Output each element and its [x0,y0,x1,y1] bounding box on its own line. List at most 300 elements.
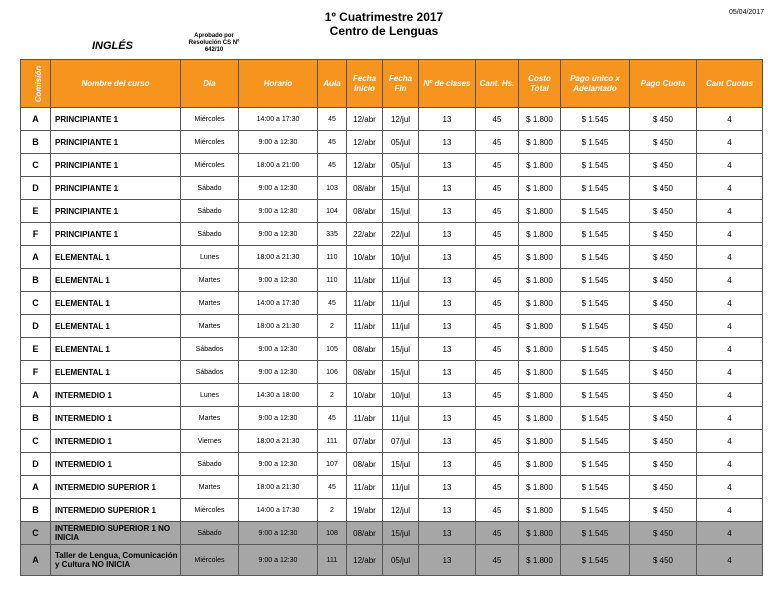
installment-cell: $ 450 [630,269,697,292]
total-cost-cell: $ 1.800 [519,315,561,338]
language-heading: INGLÉS [92,40,133,52]
comision-cell: A [21,384,51,407]
day-cell: Miércoles [181,499,239,522]
room-cell: 104 [318,200,347,223]
course-name-cell: PRINCIPIANTE 1 [51,223,181,246]
table-row [21,154,763,177]
class-count-cell: 13 [419,131,476,154]
table-row [21,384,763,407]
hours-cell: 45 [476,315,519,338]
course-name-cell: ELEMENTAL 1 [51,292,181,315]
end-date-cell: 05/jul [383,545,419,576]
installment-cell: $ 450 [630,499,697,522]
column-header-room: Aula [318,60,347,108]
column-header-total-cost: Costo Total [519,60,561,108]
installment-count-cell: 4 [697,430,763,453]
table-row [21,476,763,499]
room-cell: 45 [318,154,347,177]
comision-cell: E [21,200,51,223]
start-date-cell: 12/abr [347,131,383,154]
column-header-comision [21,60,51,108]
class-count-cell: 13 [419,246,476,269]
start-date-cell: 08/abr [347,177,383,200]
hours-cell: 45 [476,430,519,453]
day-cell: Martes [181,315,239,338]
end-date-cell: 10/jul [383,384,419,407]
start-date-cell: 11/abr [347,407,383,430]
total-cost-cell: $ 1.800 [519,338,561,361]
class-count-cell: 13 [419,177,476,200]
installment-cell: $ 450 [630,223,697,246]
installment-cell: $ 450 [630,292,697,315]
day-cell: Martes [181,269,239,292]
day-cell: Miércoles [181,108,239,131]
start-date-cell: 08/abr [347,361,383,384]
installment-count-cell: 4 [697,384,763,407]
schedule-cell: 18:00 a 21:30 [239,430,318,453]
room-cell: 108 [318,522,347,545]
table-row [21,131,763,154]
comision-cell: F [21,361,51,384]
total-cost-cell: $ 1.800 [519,177,561,200]
end-date-cell: 15/jul [383,338,419,361]
room-cell: 45 [318,131,347,154]
day-cell: Sábado [181,177,239,200]
end-date-cell: 11/jul [383,476,419,499]
installment-count-cell: 4 [697,315,763,338]
installment-count-cell: 4 [697,292,763,315]
single-payment-cell: $ 1.545 [561,545,630,576]
total-cost-cell: $ 1.800 [519,361,561,384]
course-name-cell: INTERMEDIO SUPERIOR 1 NO INICIA [51,522,181,545]
day-cell: Miércoles [181,131,239,154]
single-payment-cell: $ 1.545 [561,269,630,292]
course-name-cell: ELEMENTAL 1 [51,361,181,384]
class-count-cell: 13 [419,384,476,407]
hours-cell: 45 [476,223,519,246]
schedule-cell: 18:00 a 21:30 [239,476,318,499]
class-count-cell: 13 [419,269,476,292]
hours-cell: 45 [476,108,519,131]
table-row [21,545,763,576]
installment-cell: $ 450 [630,476,697,499]
installment-cell: $ 450 [630,338,697,361]
total-cost-cell: $ 1.800 [519,108,561,131]
end-date-cell: 07/jul [383,430,419,453]
room-cell: 111 [318,430,347,453]
installment-cell: $ 450 [630,131,697,154]
hours-cell: 45 [476,522,519,545]
start-date-cell: 11/abr [347,315,383,338]
start-date-cell: 12/abr [347,108,383,131]
installment-count-cell: 4 [697,108,763,131]
column-header-end-date: Fecha Fin [383,60,419,108]
column-header-course: Nombre del curso [51,60,181,108]
hours-cell: 45 [476,361,519,384]
end-date-cell: 11/jul [383,269,419,292]
day-cell: Martes [181,407,239,430]
end-date-cell: 15/jul [383,361,419,384]
room-cell: 105 [318,338,347,361]
column-header-label: Comisión [34,65,44,102]
single-payment-cell: $ 1.545 [561,292,630,315]
single-payment-cell: $ 1.545 [561,246,630,269]
class-count-cell: 13 [419,522,476,545]
class-count-cell: 13 [419,545,476,576]
day-cell: Martes [181,476,239,499]
installment-count-cell: 4 [697,154,763,177]
class-count-cell: 13 [419,338,476,361]
day-cell: Miércoles [181,545,239,576]
class-count-cell: 13 [419,361,476,384]
table-row [21,246,763,269]
course-name-cell: INTERMEDIO 1 [51,430,181,453]
start-date-cell: 08/abr [347,453,383,476]
comision-cell: D [21,315,51,338]
installment-count-cell: 4 [697,200,763,223]
start-date-cell: 11/abr [347,292,383,315]
hours-cell: 45 [476,269,519,292]
day-cell: Lunes [181,246,239,269]
total-cost-cell: $ 1.800 [519,407,561,430]
table-row [21,499,763,522]
day-cell: Sábados [181,338,239,361]
end-date-cell: 22/jul [383,223,419,246]
room-cell: 2 [318,315,347,338]
single-payment-cell: $ 1.545 [561,453,630,476]
installment-cell: $ 450 [630,453,697,476]
end-date-cell: 10/jul [383,246,419,269]
schedule-cell: 9:00 a 12:30 [239,223,318,246]
end-date-cell: 11/jul [383,315,419,338]
approval-line: Resolución CS Nº [188,40,240,46]
single-payment-cell: $ 1.545 [561,177,630,200]
course-schedule-table [20,59,763,576]
installment-cell: $ 450 [630,545,697,576]
class-count-cell: 13 [419,315,476,338]
course-name-cell: PRINCIPIANTE 1 [51,177,181,200]
room-cell: 107 [318,453,347,476]
installment-count-cell: 4 [697,476,763,499]
start-date-cell: 12/abr [347,154,383,177]
room-cell: 45 [318,292,347,315]
installment-count-cell: 4 [697,522,763,545]
approval-note [176,33,252,54]
single-payment-cell: $ 1.545 [561,200,630,223]
class-count-cell: 13 [419,154,476,177]
day-cell: Martes [181,292,239,315]
room-cell: 45 [318,108,347,131]
course-name-cell: INTERMEDIO SUPERIOR 1 [51,476,181,499]
room-cell: 2 [318,499,347,522]
column-header-installment: Pago Cuota [630,60,697,108]
installment-cell: $ 450 [630,430,697,453]
start-date-cell: 12/abr [347,545,383,576]
column-header-schedule: Horario [239,60,318,108]
total-cost-cell: $ 1.800 [519,476,561,499]
installment-cell: $ 450 [630,315,697,338]
room-cell: 2 [318,384,347,407]
room-cell: 106 [318,361,347,384]
room-cell: 110 [318,269,347,292]
class-count-cell: 13 [419,292,476,315]
start-date-cell: 10/abr [347,384,383,407]
comision-cell: B [21,131,51,154]
hours-cell: 45 [476,177,519,200]
approval-line: 642/10 [204,47,224,53]
installment-count-cell: 4 [697,246,763,269]
installment-cell: $ 450 [630,200,697,223]
start-date-cell: 10/abr [347,246,383,269]
hours-cell: 45 [476,545,519,576]
installment-count-cell: 4 [697,131,763,154]
day-cell: Sábado [181,453,239,476]
start-date-cell: 08/abr [347,338,383,361]
installment-count-cell: 4 [697,338,763,361]
day-cell: Sábado [181,223,239,246]
class-count-cell: 13 [419,200,476,223]
room-cell: 45 [318,476,347,499]
total-cost-cell: $ 1.800 [519,154,561,177]
end-date-cell: 12/jul [383,108,419,131]
end-date-cell: 12/jul [383,499,419,522]
course-name-cell: INTERMEDIO 1 [51,407,181,430]
column-header-hours: Cant. Hs. [476,60,519,108]
comision-cell: E [21,338,51,361]
column-header-class-count: Nº de clases [419,60,476,108]
schedule-cell: 9:00 a 12:30 [239,361,318,384]
start-date-cell: 11/abr [347,476,383,499]
single-payment-cell: $ 1.545 [561,338,630,361]
room-cell: 103 [318,177,347,200]
hours-cell: 45 [476,407,519,430]
room-cell: 45 [318,407,347,430]
day-cell: Sábado [181,200,239,223]
room-cell: 110 [318,246,347,269]
comision-cell: B [21,269,51,292]
page-title: 1º Cuatrimestre 2017 [324,10,444,24]
hours-cell: 45 [476,246,519,269]
installment-count-cell: 4 [697,499,763,522]
class-count-cell: 13 [419,430,476,453]
comision-cell: C [21,430,51,453]
comision-cell: C [21,522,51,545]
schedule-cell: 14:30 a 18:00 [239,384,318,407]
course-name-cell: PRINCIPIANTE 1 [51,154,181,177]
installment-cell: $ 450 [630,108,697,131]
table-row [21,315,763,338]
total-cost-cell: $ 1.800 [519,131,561,154]
schedule-cell: 9:00 a 12:30 [239,453,318,476]
installment-count-cell: 4 [697,223,763,246]
single-payment-cell: $ 1.545 [561,407,630,430]
room-cell: 335 [318,223,347,246]
installment-cell: $ 450 [630,246,697,269]
table-row [21,223,763,246]
installment-count-cell: 4 [697,407,763,430]
comision-cell: A [21,545,51,576]
course-name-cell: PRINCIPIANTE 1 [51,200,181,223]
class-count-cell: 13 [419,453,476,476]
installment-cell: $ 450 [630,154,697,177]
end-date-cell: 15/jul [383,522,419,545]
start-date-cell: 08/abr [347,522,383,545]
schedule-cell: 9:00 a 12:30 [239,177,318,200]
schedule-cell: 18:00 a 21:00 [239,154,318,177]
single-payment-cell: $ 1.545 [561,131,630,154]
column-header-start-date: Fecha Inicio [347,60,383,108]
comision-cell: C [21,292,51,315]
day-cell: Miércoles [181,154,239,177]
schedule-cell: 9:00 a 12:30 [239,269,318,292]
schedule-cell: 9:00 a 12:30 [239,407,318,430]
end-date-cell: 11/jul [383,407,419,430]
comision-cell: B [21,499,51,522]
end-date-cell: 05/jul [383,154,419,177]
course-name-cell: Taller de Lengua, Comunicación y Cultura NO INICIA [51,545,181,576]
course-name-cell: INTERMEDIO 1 [51,384,181,407]
course-name-cell: ELEMENTAL 1 [51,315,181,338]
table-row [21,269,763,292]
start-date-cell: 19/abr [347,499,383,522]
hours-cell: 45 [476,384,519,407]
table-row [21,177,763,200]
start-date-cell: 08/abr [347,200,383,223]
comision-cell: A [21,476,51,499]
total-cost-cell: $ 1.800 [519,269,561,292]
comision-cell: A [21,246,51,269]
single-payment-cell: $ 1.545 [561,108,630,131]
schedule-cell: 14:00 a 17:30 [239,292,318,315]
hours-cell: 45 [476,499,519,522]
table-row [21,453,763,476]
class-count-cell: 13 [419,499,476,522]
schedule-cell: 9:00 a 12:30 [239,545,318,576]
end-date-cell: 05/jul [383,131,419,154]
column-header-day: Día [181,60,239,108]
end-date-cell: 15/jul [383,453,419,476]
comision-cell: D [21,453,51,476]
schedule-cell: 9:00 a 12:30 [239,131,318,154]
day-cell: Viernes [181,430,239,453]
comision-cell: B [21,407,51,430]
schedule-cell: 14:00 a 17:30 [239,499,318,522]
table-row [21,200,763,223]
schedule-cell: 14:00 a 17:30 [239,108,318,131]
single-payment-cell: $ 1.545 [561,361,630,384]
table-row [21,522,763,545]
table-row [21,292,763,315]
total-cost-cell: $ 1.800 [519,453,561,476]
column-header-installment-count: Cant Cuotas [697,60,763,108]
table-body [21,108,763,576]
installment-cell: $ 450 [630,361,697,384]
start-date-cell: 22/abr [347,223,383,246]
total-cost-cell: $ 1.800 [519,223,561,246]
total-cost-cell: $ 1.800 [519,522,561,545]
table-row [21,361,763,384]
day-cell: Sábados [181,361,239,384]
installment-count-cell: 4 [697,361,763,384]
hours-cell: 45 [476,338,519,361]
hours-cell: 45 [476,154,519,177]
total-cost-cell: $ 1.800 [519,499,561,522]
installment-cell: $ 450 [630,384,697,407]
course-name-cell: ELEMENTAL 1 [51,269,181,292]
hours-cell: 45 [476,292,519,315]
single-payment-cell: $ 1.545 [561,499,630,522]
hours-cell: 45 [476,453,519,476]
end-date-cell: 15/jul [383,177,419,200]
installment-count-cell: 4 [697,453,763,476]
installment-count-cell: 4 [697,177,763,200]
schedule-cell: 18:00 a 21:30 [239,246,318,269]
course-name-cell: ELEMENTAL 1 [51,338,181,361]
column-header-single-payment: Pago único x Adelantado [561,60,630,108]
print-date: 05/04/2017 [728,9,764,16]
single-payment-cell: $ 1.545 [561,384,630,407]
course-name-cell: ELEMENTAL 1 [51,246,181,269]
hours-cell: 45 [476,131,519,154]
day-cell: Sábado [181,522,239,545]
schedule-cell: 9:00 a 12:30 [239,338,318,361]
total-cost-cell: $ 1.800 [519,246,561,269]
table-row [21,338,763,361]
schedule-cell: 18:00 a 21:30 [239,315,318,338]
schedule-cell: 9:00 a 12:30 [239,522,318,545]
installment-cell: $ 450 [630,177,697,200]
single-payment-cell: $ 1.545 [561,223,630,246]
class-count-cell: 13 [419,108,476,131]
course-name-cell: INTERMEDIO 1 [51,453,181,476]
hours-cell: 45 [476,476,519,499]
table-row [21,407,763,430]
page-subtitle: Centro de Lenguas [329,24,439,38]
installment-count-cell: 4 [697,545,763,576]
installment-cell: $ 450 [630,407,697,430]
class-count-cell: 13 [419,407,476,430]
total-cost-cell: $ 1.800 [519,292,561,315]
comision-cell: D [21,177,51,200]
total-cost-cell: $ 1.800 [519,545,561,576]
comision-cell: A [21,108,51,131]
total-cost-cell: $ 1.800 [519,200,561,223]
room-cell: 111 [318,545,347,576]
comision-cell: F [21,223,51,246]
course-name-cell: PRINCIPIANTE 1 [51,131,181,154]
day-cell: Lunes [181,384,239,407]
table-row [21,108,763,131]
class-count-cell: 13 [419,476,476,499]
installment-cell: $ 450 [630,522,697,545]
installment-count-cell: 4 [697,269,763,292]
class-count-cell: 13 [419,223,476,246]
approval-line: Aprobado por [194,33,234,39]
end-date-cell: 15/jul [383,200,419,223]
single-payment-cell: $ 1.545 [561,476,630,499]
comision-cell: C [21,154,51,177]
course-name-cell: PRINCIPIANTE 1 [51,108,181,131]
single-payment-cell: $ 1.545 [561,154,630,177]
total-cost-cell: $ 1.800 [519,384,561,407]
hours-cell: 45 [476,200,519,223]
table-header-row [21,60,763,108]
single-payment-cell: $ 1.545 [561,430,630,453]
start-date-cell: 07/abr [347,430,383,453]
course-name-cell: INTERMEDIO SUPERIOR 1 [51,499,181,522]
single-payment-cell: $ 1.545 [561,522,630,545]
start-date-cell: 11/abr [347,269,383,292]
